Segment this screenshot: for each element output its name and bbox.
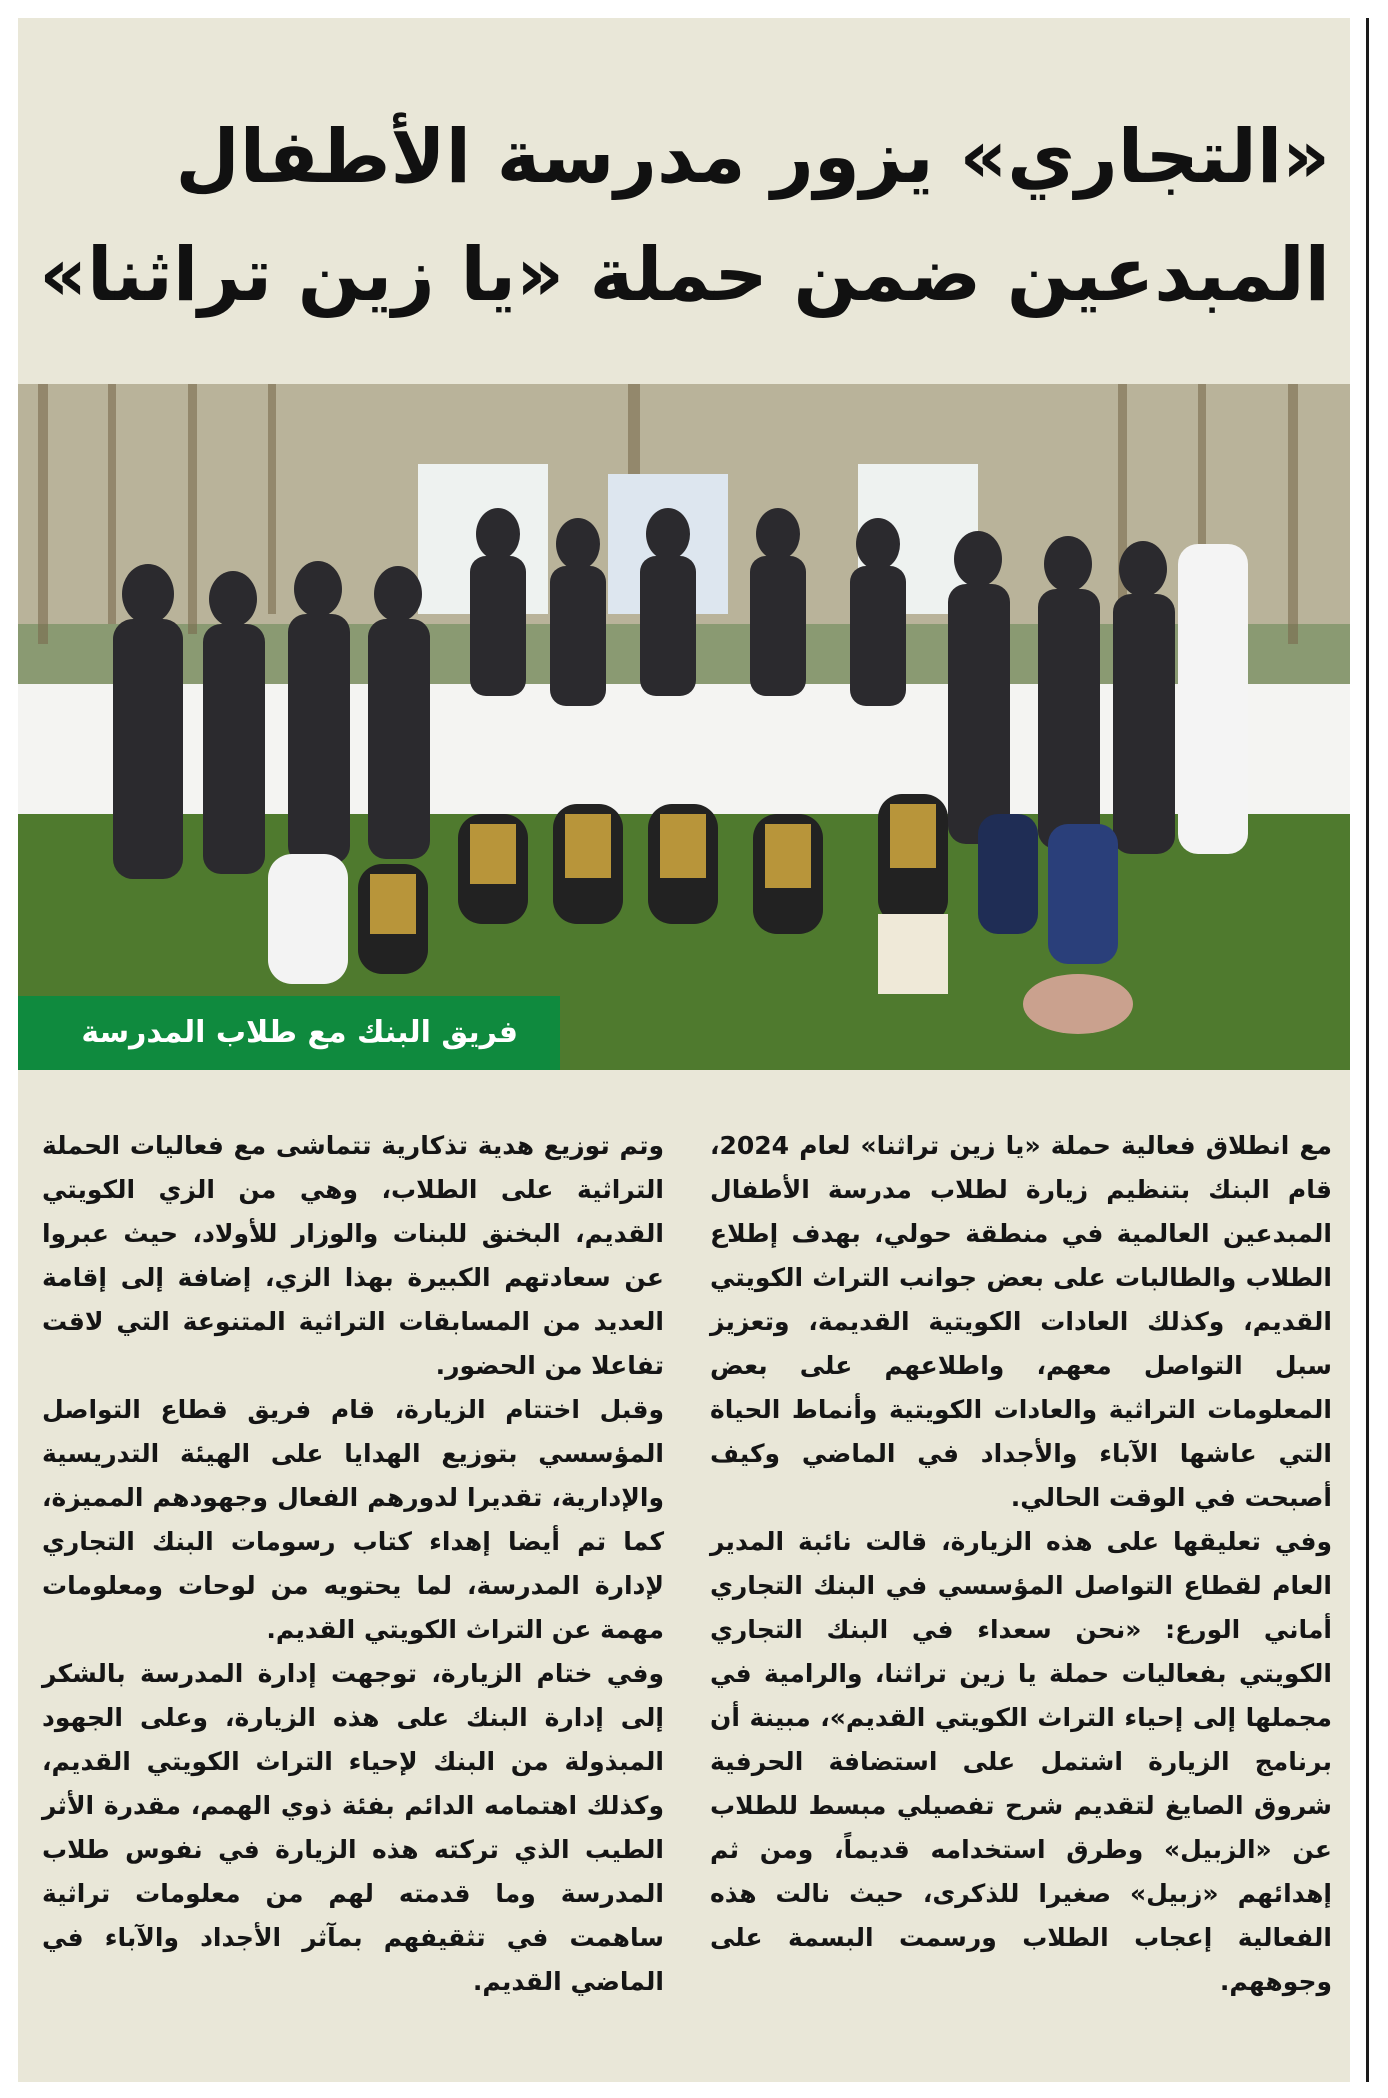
page-edge-rule <box>1366 18 1369 2082</box>
headline <box>18 98 1330 334</box>
paragraph: وفي ختام الزيارة، توجهت إدارة المدرسة بالشكر إلى إدارة البنك على هذه الزيارة، وعلى الجهود المبذولة من البنك لإحياء التراث الكويتي القديم، وكذلك اهتمامه الدائم بفئة ذوي الهمم، مقدرة الأثر الطيب الذي تركته هذه الزيارة في نفوس طلاب المدرسة وما قدمته لهم من معلومات تراثية ساهمت في تثقيفهم بمآثر الأجداد والآباء في الماضي القديم. <box>42 1659 664 1996</box>
paragraph: وتم توزيع هدية تذكارية تتماشى مع فعاليات الحملة التراثية على الطلاب، وهي من الزي الكويتي القديم، البخنق للبنات والوزار للأولاد، حيث عبروا عن سعادتهم الكبيرة بهذا الزي، إضافة إلى إقامة العديد من المسابقات التراثية المتنوعة التي لاقت تفاعلا من الحضور. <box>42 1131 664 1380</box>
group-photo-illustration <box>18 384 1350 1070</box>
newspaper-page <box>18 18 1350 2082</box>
headline-line-1: «التجاري» يزور مدرسة الأطفال <box>175 114 1330 200</box>
paragraph: مع انطلاق فعالية حملة «يا زين تراثنا» لعام 2024، قام البنك بتنظيم زيارة لطلاب مدرسة الأطفال المبدعين العالمية في منطقة حولي، بهدف إطلاع الطلاب والطالبات على بعض جوانب التراث الكويتي القديم، وكذلك العادات الكويتية القديمة، وتعزيز سبل التواصل معهم، واطلاعهم على بعض المعلومات التراثية والعادات الكويتية وأنماط الحياة التي عاشها الآباء والأجداد في الماضي وكيف أصبحت في الوقت الحالي. <box>710 1131 1332 1512</box>
article-column-left <box>42 1124 664 2044</box>
photo-caption: فريق البنك مع طلاب المدرسة <box>18 996 560 1070</box>
group-photo <box>18 384 1350 1070</box>
article-column-right <box>710 1124 1332 2044</box>
paragraph: وقبل اختتام الزيارة، قام فريق قطاع التواصل المؤسسي بتوزيع الهدايا على الهيئة التدريسية والإدارية، تقديرا لدورهم الفعال وجهودهم المميزة، كما تم أيضا إهداء كتاب رسومات البنك التجاري لإدارة المدرسة، لما يحتويه من لوحات ومعلومات مهمة عن التراث الكويتي القديم. <box>42 1395 664 1644</box>
headline-line-2: المبدعين ضمن حملة «يا زين تراثنا» <box>39 232 1330 318</box>
paragraph: وفي تعليقها على هذه الزيارة، قالت نائبة المدير العام لقطاع التواصل المؤسسي في البنك التجاري أماني الورع: «نحن سعداء في البنك التجاري الكويتي بفعاليات حملة يا زين تراثنا، والرامية في مجملها إلى إحياء التراث الكويتي القديم»، مبينة أن برنامج الزيارة اشتمل على استضافة الحرفية شروق الصايغ لتقديم شرح تفصيلي مبسط للطلاب عن «الزبيل» وطرق استخدامه قديماً، ومن ثم إهدائهم «زبيل» صغيرا للذكرى، حيث نالت هذه الفعالية إعجاب الطلاب ورسمت البسمة على وجوههم. <box>710 1527 1332 1996</box>
